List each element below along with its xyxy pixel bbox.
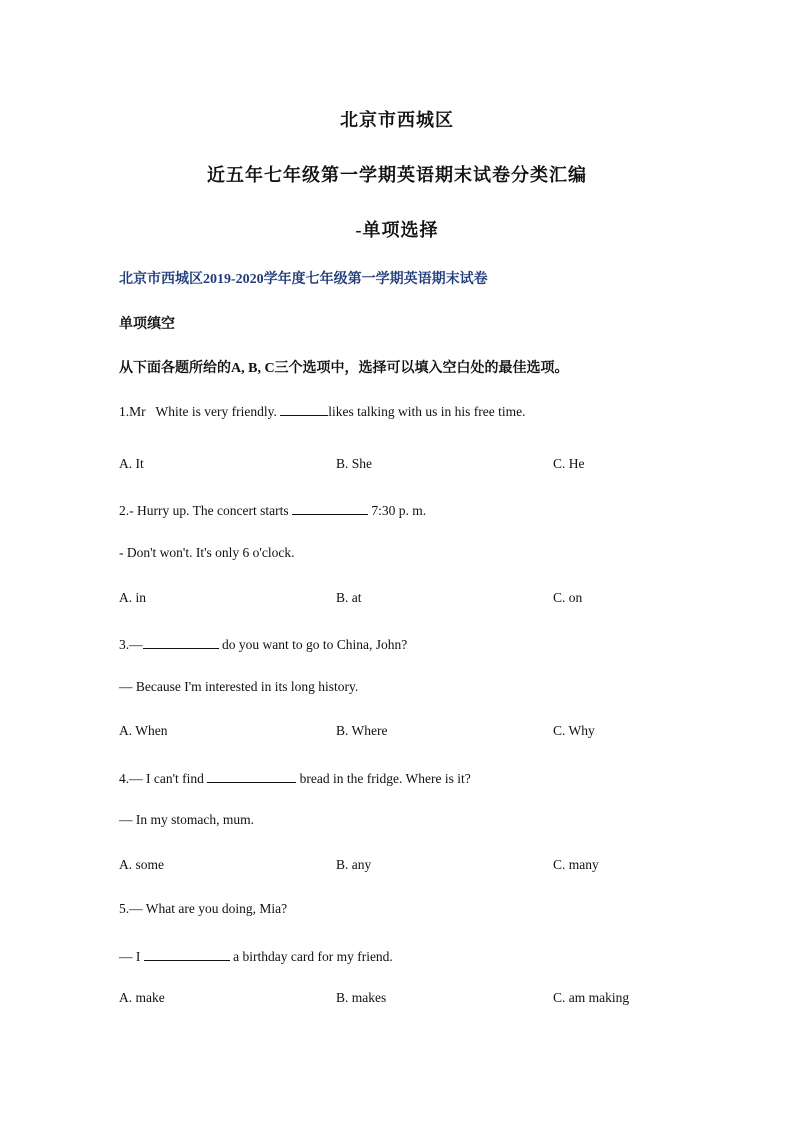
question-3-reply: — Because I'm interested in its long history.: [119, 679, 359, 694]
title-region: 北京市西城区: [340, 110, 454, 130]
question-3-option-a: A. When: [119, 723, 168, 738]
exam-source-heading: 北京市西城区2019-2020学年度七年级第一学期英语期末试卷: [119, 272, 488, 287]
question-3-option-b: B. Where: [336, 723, 388, 738]
question-2-option-c: C. on: [553, 590, 583, 605]
question-5-option-a: A. make: [119, 990, 165, 1005]
question-2-reply: - Don't won't. It's only 6 o'clock.: [119, 545, 295, 560]
question-5-stem: 5.— What are you doing, Mia?: [119, 901, 288, 916]
question-2-stem-after: 7:30 p. m.: [367, 503, 427, 518]
answer-blank: [280, 401, 328, 416]
question-4-stem-after: bread in the fridge. Where is it?: [296, 771, 471, 786]
title-section-type: -单项选择: [355, 220, 439, 240]
answer-blank: [292, 500, 368, 515]
question-5-reply-after: a birthday card for my friend.: [229, 949, 393, 964]
question-4-option-b: B. any: [336, 857, 372, 872]
question-2-stem-before: 2.- Hurry up. The concert starts: [119, 503, 292, 518]
instruction-text: 从下面各题所给的A, B, C三个选项中，选择可以填入空白处的最佳选项。: [119, 361, 569, 376]
question-5-option-b: B. makes: [336, 990, 387, 1005]
question-1-stem-after: likes talking with us in his free time.: [328, 404, 526, 419]
answer-blank: [143, 634, 219, 649]
question-1-stem-before: 1.Mr White is very friendly.: [119, 404, 281, 419]
question-4-reply: — In my stomach, mum.: [119, 812, 254, 827]
part-heading: 单项缜空: [119, 317, 175, 332]
answer-blank: [144, 946, 230, 961]
question-5-option-c: C. am making: [553, 990, 630, 1005]
answer-blank: [207, 768, 296, 783]
question-4-option-c: C. many: [553, 857, 599, 872]
question-3-stem-before: 3.—: [119, 637, 143, 652]
question-3-stem: [119, 634, 407, 653]
question-2-option-b: B. at: [336, 590, 362, 605]
question-4-stem-before: 4.— I can't find: [119, 771, 208, 786]
question-3-stem-after: do you want to go to China, John?: [218, 637, 408, 652]
question-2-option-a: A. in: [119, 590, 146, 605]
question-3-option-c: C. Why: [553, 723, 595, 738]
question-4-option-a: A. some: [119, 857, 164, 872]
question-5-reply: [119, 946, 393, 965]
question-5-reply-before: — I: [119, 949, 144, 964]
question-1-option-c: C. He: [553, 456, 585, 471]
question-1-option-b: B. She: [336, 456, 373, 471]
question-4-stem: [119, 768, 471, 787]
title-exam-compilation: 近五年七年级第一学期英语期末试卷分类汇编: [207, 165, 587, 185]
question-2-stem: [119, 500, 426, 519]
question-1-stem: [119, 401, 525, 420]
question-1-option-a: A. It: [119, 456, 144, 471]
